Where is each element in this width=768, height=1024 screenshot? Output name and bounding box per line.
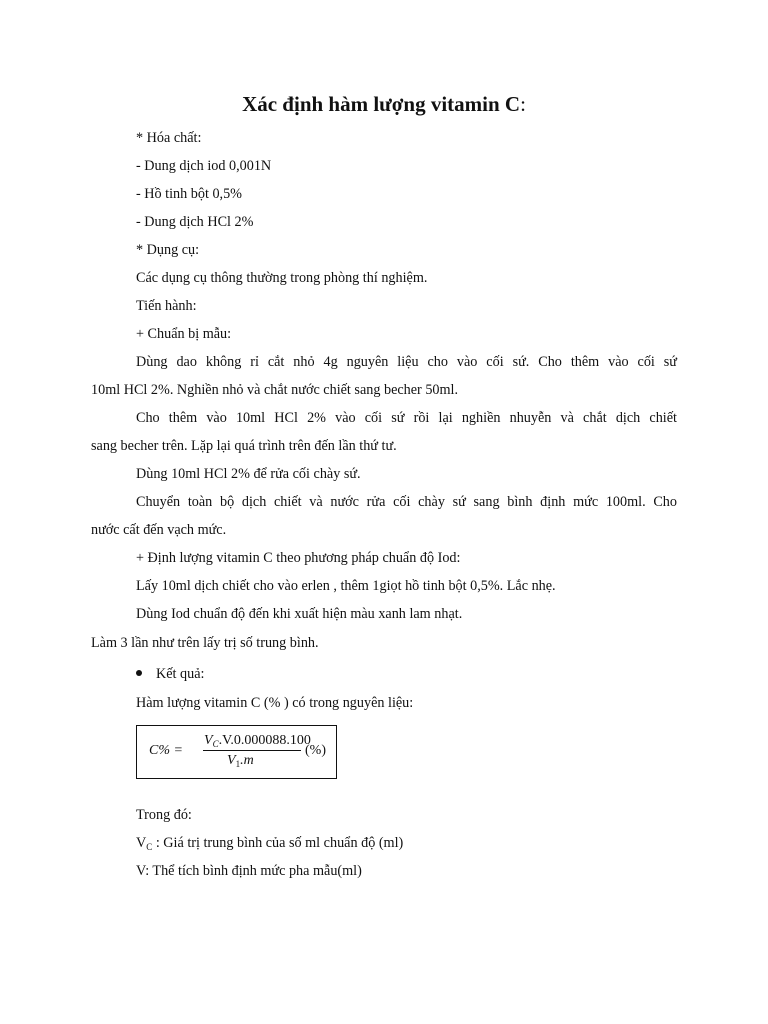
hoa-chat-item-3: - Dung dịch HCl 2%: [136, 214, 254, 230]
vc-definition: [136, 836, 403, 850]
vc-desc: : Giá trị trung bình của số ml chuẩn độ (ml): [152, 835, 404, 851]
paragraph-5: Lấy 10ml dịch chiết cho vào erlen , thêm 1giọt hồ tinh bột 0,5%. Lắc nhẹ.: [136, 578, 556, 594]
dung-cu-text: Các dụng cụ thông thường trong phòng thí nghiệm.: [136, 270, 428, 286]
trong-do-heading: Trong đó:: [136, 807, 192, 823]
title-colon: :: [520, 92, 526, 116]
paragraph-2-line-1: Cho thêm vào 10ml HCl 2% vào cối sứ rồi lại nghiền nhuyễn và chắt dịch chiết: [136, 410, 677, 426]
ham-luong-text: Hàm lượng vitamin C (% ) có trong nguyên liệu:: [136, 695, 414, 711]
title-text: Xác định hàm lượng vitamin C: [242, 92, 521, 116]
paragraph-1-line-2: 10ml HCl 2%. Nghiền nhỏ và chắt nước chiết sang becher 50ml.: [91, 382, 459, 398]
dinh-luong-heading: + Định lượng vitamin C theo phương pháp chuẩn độ Iod:: [136, 550, 461, 566]
chuan-bi-mau-heading: + Chuẩn bị mẫu:: [136, 326, 232, 342]
formula-den-v: V: [227, 753, 236, 768]
formula-box: [136, 725, 337, 779]
bullet-dot-icon: [136, 670, 142, 676]
dung-cu-heading: * Dụng cụ:: [136, 242, 200, 258]
formula-numerator: [204, 734, 311, 748]
ket-qua-bullet: [136, 667, 204, 681]
fraction-bar: [203, 750, 301, 751]
hoa-chat-item-1: - Dung dịch iod 0,001N: [136, 158, 272, 174]
paragraph-2-line-2: sang becher trên. Lặp lại quá trình trên đến lần thứ tư.: [91, 438, 397, 454]
formula-lhs: C% =: [149, 743, 183, 758]
paragraph-7: Làm 3 lần như trên lấy trị số trung bình.: [91, 635, 319, 651]
hoa-chat-item-2: - Hồ tinh bột 0,5%: [136, 186, 243, 202]
formula-unit: (%): [305, 743, 326, 758]
v-definition: V: Thể tích bình định mức pha mẫu(ml): [136, 863, 362, 879]
formula-den-sub: 1: [235, 759, 241, 769]
formula-denominator: [227, 754, 254, 768]
formula-num-v: V: [204, 733, 213, 748]
page-title: [0, 94, 768, 115]
paragraph-1-line-1: Dùng dao không rỉ cắt nhỏ 4g nguyên liệu cho vào cối sứ. Cho thêm vào cối sứ: [136, 354, 677, 370]
ket-qua-label: Kết quả:: [156, 666, 205, 682]
hoa-chat-heading: * Hóa chất:: [136, 130, 202, 146]
paragraph-4-line-2: nước cất đến vạch mức.: [91, 522, 227, 538]
vc-label: V: [136, 835, 147, 851]
paragraph-4-line-1: Chuyển toàn bộ dịch chiết và nước rửa cối chày sứ sang bình định mức 100ml. Cho: [136, 494, 677, 510]
paragraph-3: Dùng 10ml HCl 2% để rửa cối chày sứ.: [136, 466, 361, 482]
formula-num-sub: C: [212, 739, 219, 749]
formula-num-rest: .V.0.000088.100: [218, 733, 311, 748]
formula-den-rest: .m: [240, 753, 254, 768]
paragraph-6: Dùng Iod chuẩn độ đến khi xuất hiện màu xanh lam nhạt.: [136, 606, 463, 622]
tien-hanh-heading: Tiến hành:: [136, 298, 197, 314]
vc-sub: C: [146, 842, 153, 852]
